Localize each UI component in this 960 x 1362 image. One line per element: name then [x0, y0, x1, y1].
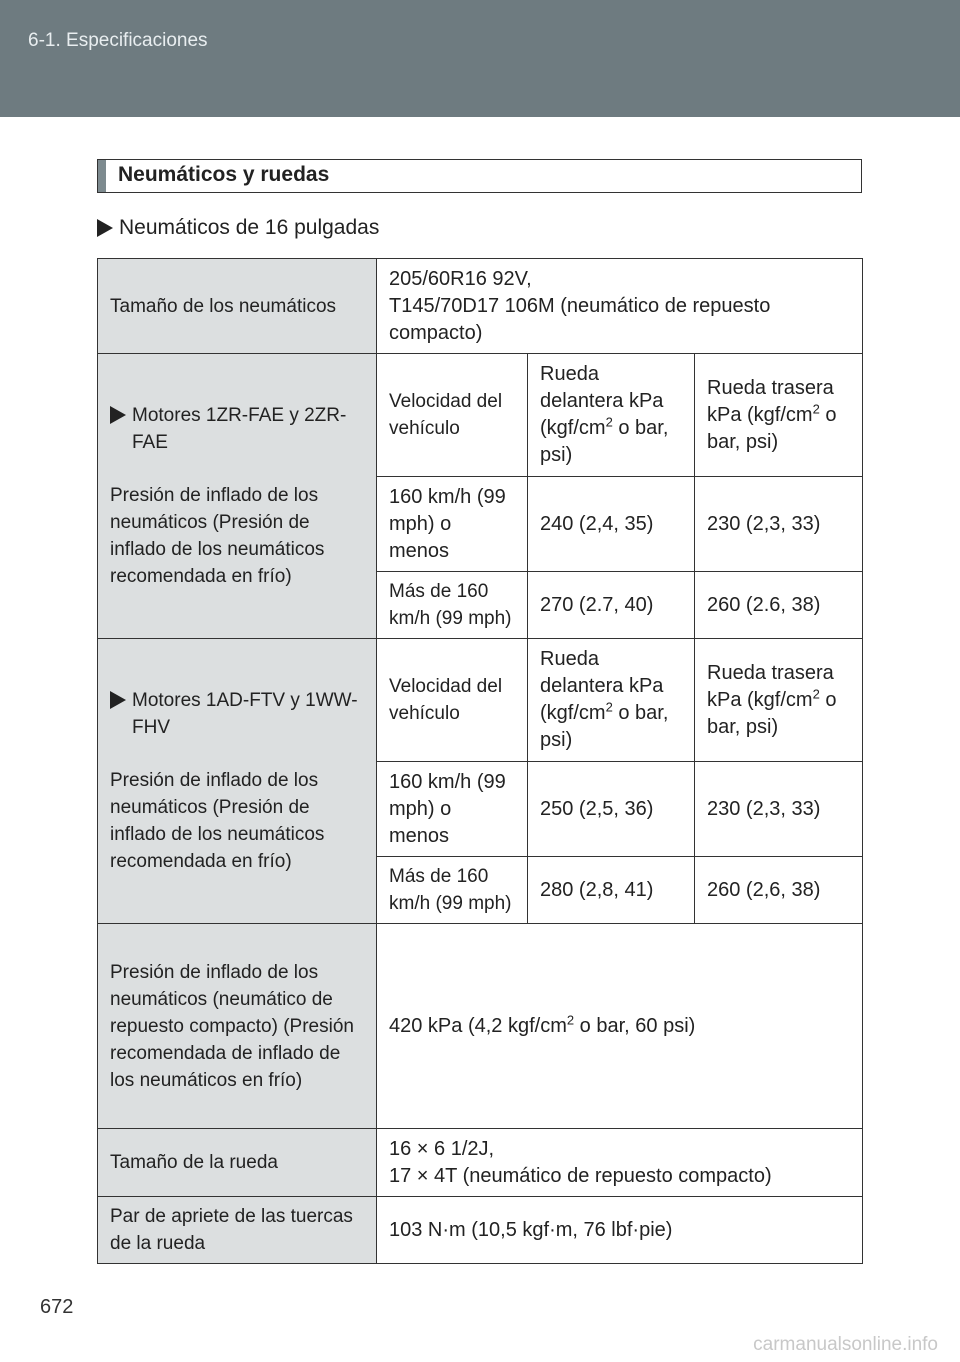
- group2-row2-front: 280 (2,8, 41): [528, 857, 695, 924]
- torque-value: 103 N·m (10,5 kgf·m, 76 lbf·pie): [377, 1197, 863, 1264]
- subheading: [97, 216, 379, 240]
- group2-label-cell: [98, 639, 377, 924]
- group1-row2-rear: 260 (2.6, 38): [695, 572, 863, 639]
- group2-col-rear: Rueda trasera kPa ($kgf/cm^2$ o bar, psi): [695, 639, 863, 762]
- group1-col-rear: Rueda trasera kPa ($kgf/cm^2$ o bar, psi): [695, 354, 863, 477]
- section-heading-bar: [98, 160, 106, 192]
- tire-spec-table: [97, 258, 863, 1264]
- triangle-bullet-icon: [97, 219, 113, 237]
- tire-size-label: Tamaño de los neumáticos: [98, 259, 377, 354]
- group2-col-speed: Velocidad del vehículo: [377, 639, 528, 762]
- group1-row1-front: 240 (2,4, 35): [528, 477, 695, 572]
- group1-col-front: Rueda delantera kPa ($kgf/cm^2$ o bar, psi): [528, 354, 695, 477]
- spare-pressure-label: Presión de inflado de los neumáticos (neumático de repuesto compacto) (Presión recomendada de inflado de los neumáticos en frío): [98, 924, 377, 1129]
- group2-col-front: Rueda delantera kPa ($kgf/cm^2$ o bar, psi): [528, 639, 695, 762]
- wheel-size-value: [377, 1129, 863, 1197]
- tire-size-line-2: T145/70D17 106M (neumático de repuesto compacto): [389, 294, 771, 344]
- watermark: carmanualsonline.info: [753, 1334, 938, 1355]
- table-row: [98, 1197, 863, 1264]
- tire-size-line-1: 205/60R16 92V,: [389, 267, 532, 290]
- group2-pressure-label: Presión de inflado de los neumáticos (Presión de inflado de los neumáticos recomendada en frío): [110, 770, 325, 872]
- wheel-size-label: Tamaño de la rueda: [98, 1129, 377, 1197]
- table-row: [98, 259, 863, 354]
- group2-engine: Motores 1AD-FTV y 1WW-FHV: [110, 687, 364, 741]
- page-header: [0, 0, 960, 117]
- group2-row2-speed: Más de 160 km/h (99 mph): [377, 857, 528, 924]
- group1-row2-speed: Más de 160 km/h (99 mph): [377, 572, 528, 639]
- torque-label: Par de apriete de las tuercas de la rueda: [98, 1197, 377, 1264]
- group1-engine: Motores 1ZR-FAE y 2ZR-FAE: [110, 402, 364, 456]
- subheading-text: Neumáticos de 16 pulgadas: [119, 216, 380, 239]
- group2-row1-speed: 160 km/h (99 mph) o menos: [377, 762, 528, 857]
- group1-col-speed: Velocidad del vehículo: [377, 354, 528, 477]
- wheel-size-line-2: 17 × 4T (neumático de repuesto compacto): [389, 1164, 772, 1187]
- page-number: 672: [40, 1296, 74, 1318]
- tire-size-value: [377, 259, 863, 354]
- section-title: Neumáticos y ruedas: [118, 163, 330, 186]
- table-row: [98, 924, 863, 1129]
- group1-row1-rear: 230 (2,3, 33): [695, 477, 863, 572]
- table-row: [98, 354, 863, 477]
- section-heading-box: [97, 159, 862, 193]
- table-row: [98, 1129, 863, 1197]
- group2-row2-rear: 260 (2,6, 38): [695, 857, 863, 924]
- group1-row2-front: 270 (2.7, 40): [528, 572, 695, 639]
- group1-row1-speed: 160 km/h (99 mph) o menos: [377, 477, 528, 572]
- spare-pressure-value: 420 kPa (4,2 kgf/$cm^2$ o bar, 60 psi): [377, 924, 863, 1129]
- group2-row1-rear: 230 (2,3, 33): [695, 762, 863, 857]
- triangle-bullet-icon: [110, 691, 126, 709]
- group1-pressure-label: Presión de inflado de los neumáticos (Presión de inflado de los neumáticos recomendada en frío): [110, 485, 325, 587]
- group1-label-cell: [98, 354, 377, 639]
- table-row: [98, 639, 863, 762]
- triangle-bullet-icon: [110, 406, 126, 424]
- group2-row1-front: 250 (2,5, 36): [528, 762, 695, 857]
- chapter-title: 6-1. Especificaciones: [28, 30, 208, 51]
- wheel-size-line-1: 16 × 6 1/2J,: [389, 1137, 495, 1160]
